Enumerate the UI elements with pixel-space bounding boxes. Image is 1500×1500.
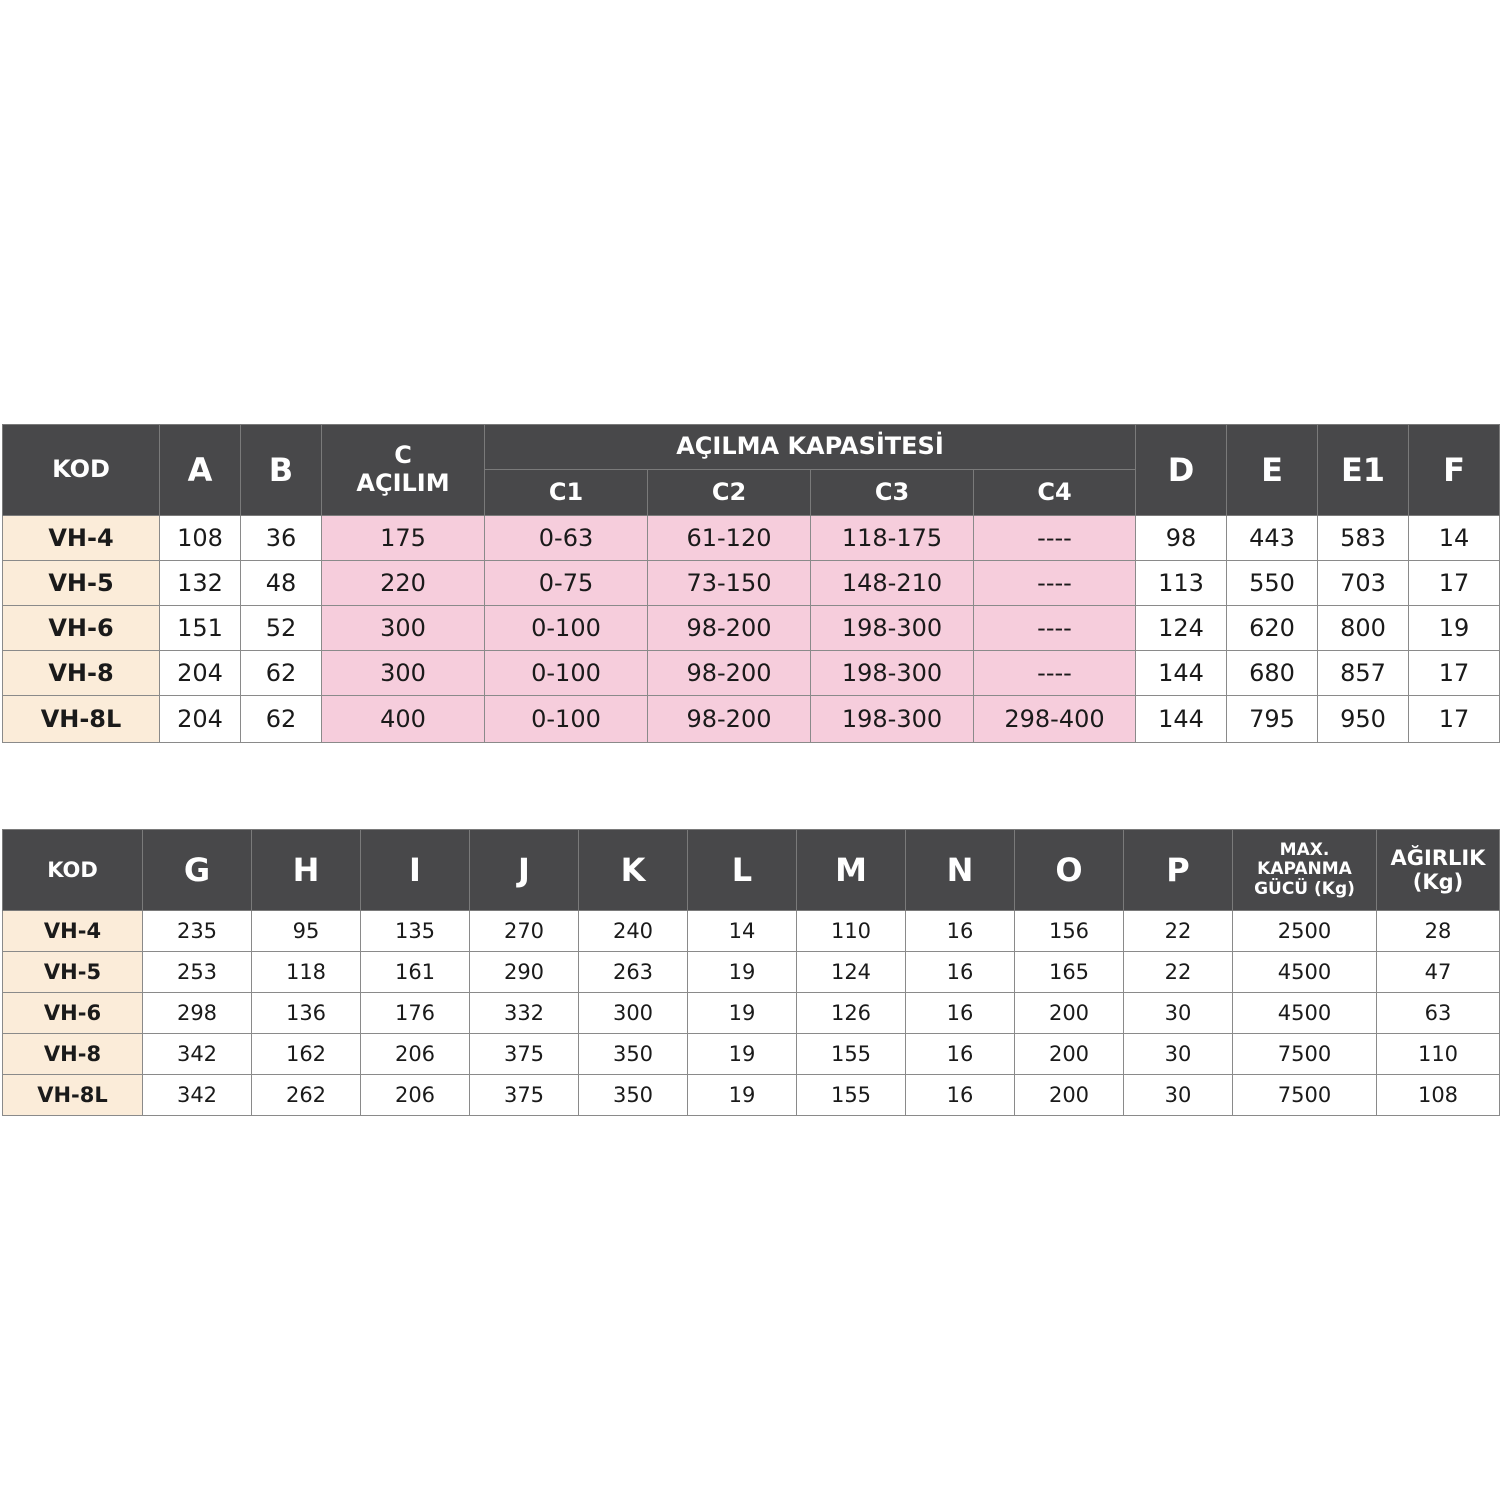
table-cell: 124 [797,952,906,993]
table-cell: 98-200 [648,606,811,651]
table-cell: 47 [1377,952,1500,993]
table-cell: 7500 [1233,1034,1377,1075]
table-cell: 583 [1318,516,1409,561]
table-cell: 118 [252,952,361,993]
model-code-cell: VH-5 [3,561,160,606]
table-cell: 108 [160,516,241,561]
table-cell: 0-75 [485,561,648,606]
table-cell: 342 [143,1075,252,1116]
model-code-cell: VH-4 [3,516,160,561]
table-cell: 156 [1015,911,1124,952]
table-cell: 300 [322,651,485,696]
table-cell: 795 [1227,696,1318,743]
table-cell: 17 [1409,696,1500,743]
table-cell: 98-200 [648,696,811,743]
table-cell: 61-120 [648,516,811,561]
model-code-cell: VH-8L [3,696,160,743]
table-cell: 620 [1227,606,1318,651]
table-cell: 200 [1015,1075,1124,1116]
table-cell: 151 [160,606,241,651]
table-cell: 110 [797,911,906,952]
table-cell: 28 [1377,911,1500,952]
table-row [3,696,1500,743]
header-max-line1: MAX. [1279,839,1330,860]
table-cell: 4500 [1233,952,1377,993]
table-cell: 162 [252,1034,361,1075]
table-cell: 17 [1409,651,1500,696]
table-cell: ---- [974,651,1136,696]
table-cell: 19 [1409,606,1500,651]
table-row [3,561,1500,606]
table-cell: 400 [322,696,485,743]
table-row [3,993,1500,1034]
table-cell: 375 [470,1075,579,1116]
table-cell: 136 [252,993,361,1034]
table-row [3,1034,1500,1075]
table-cell: 298-400 [974,696,1136,743]
table-cell: 62 [241,696,322,743]
header-kod: KOD [3,425,160,516]
header-p: P [1124,830,1233,911]
table-cell: 342 [143,1034,252,1075]
table-cell: 0-100 [485,696,648,743]
table-cell: 443 [1227,516,1318,561]
header-c3: C3 [811,470,974,516]
table-cell: 155 [797,1034,906,1075]
header-f: F [1409,425,1500,516]
table-row [3,606,1500,651]
header-m: M [797,830,906,911]
table-cell: 4500 [1233,993,1377,1034]
table-cell: 98 [1136,516,1227,561]
table-cell: 19 [688,993,797,1034]
specifications-table [2,829,1500,1116]
header-a: A [160,425,241,516]
table-cell: 298 [143,993,252,1034]
table-cell: 62 [241,651,322,696]
table-cell: 17 [1409,561,1500,606]
table-cell: 108 [1377,1075,1500,1116]
dimensions-table-body [3,516,1500,743]
table-cell: 30 [1124,1034,1233,1075]
table-cell: 14 [688,911,797,952]
table-cell: 19 [688,1034,797,1075]
header-n: N [906,830,1015,911]
table-cell: 132 [160,561,241,606]
table-cell: 300 [579,993,688,1034]
table-cell: 118-175 [811,516,974,561]
table-cell: 0-100 [485,651,648,696]
dimensions-table [2,424,1500,743]
table-cell: 206 [361,1034,470,1075]
table-cell: 16 [906,911,1015,952]
table-cell: 30 [1124,993,1233,1034]
table-cell: 680 [1227,651,1318,696]
table-row [3,651,1500,696]
header-c-acilim [322,425,485,516]
table-cell: 144 [1136,651,1227,696]
table-cell: 198-300 [811,651,974,696]
table-cell: 7500 [1233,1075,1377,1116]
table-row [3,1075,1500,1116]
header-d: D [1136,425,1227,516]
table-cell: 800 [1318,606,1409,651]
table-cell: ---- [974,516,1136,561]
header-l: L [688,830,797,911]
table-cell: 135 [361,911,470,952]
table-cell: 200 [1015,993,1124,1034]
table-cell: 198-300 [811,696,974,743]
header-h: H [252,830,361,911]
header-g: G [143,830,252,911]
model-code-cell: VH-6 [3,993,143,1034]
table-row [3,516,1500,561]
header-e1: E1 [1318,425,1409,516]
table-cell: 113 [1136,561,1227,606]
header-max-line3: GÜCÜ (Kg) [1254,878,1355,899]
table-cell: 175 [322,516,485,561]
table-cell: 176 [361,993,470,1034]
table-cell: 155 [797,1075,906,1116]
table-cell: 36 [241,516,322,561]
table-cell: 165 [1015,952,1124,993]
model-code-cell: VH-8 [3,1034,143,1075]
table-cell: 198-300 [811,606,974,651]
table-cell: 2500 [1233,911,1377,952]
table-cell: 857 [1318,651,1409,696]
table-cell: 235 [143,911,252,952]
table-cell: 16 [906,1034,1015,1075]
table-cell: 148-210 [811,561,974,606]
table-cell: 206 [361,1075,470,1116]
table-cell: 204 [160,651,241,696]
table-cell: 48 [241,561,322,606]
header-agirlik-line1: AĞIRLIK [1390,845,1486,870]
header-c-line1: C [394,441,412,470]
header-e: E [1227,425,1318,516]
table-cell: 14 [1409,516,1500,561]
table-cell: 22 [1124,952,1233,993]
header-max-kapanma-gucu [1233,830,1377,911]
table-cell: 30 [1124,1075,1233,1116]
table-cell: ---- [974,606,1136,651]
header-c4: C4 [974,470,1136,516]
table-cell: 240 [579,911,688,952]
table-cell: 16 [906,993,1015,1034]
table-cell: 350 [579,1075,688,1116]
header-agirlik-line2: (Kg) [1412,870,1464,894]
table-cell: 300 [322,606,485,651]
table-cell: 220 [322,561,485,606]
table-row [3,911,1500,952]
table-cell: 204 [160,696,241,743]
table-cell: 19 [688,1075,797,1116]
header-i: I [361,830,470,911]
table-cell: 73-150 [648,561,811,606]
model-code-cell: VH-6 [3,606,160,651]
table-cell: 332 [470,993,579,1034]
header-acilma-kapasitesi: AÇILMA KAPASİTESİ [485,425,1136,470]
header-c-line2: AÇILIM [356,469,450,497]
table-cell: 52 [241,606,322,651]
table-cell: 263 [579,952,688,993]
model-code-cell: VH-5 [3,952,143,993]
table-cell: 375 [470,1034,579,1075]
table-cell: 110 [1377,1034,1500,1075]
table-cell: 253 [143,952,252,993]
model-code-cell: VH-8 [3,651,160,696]
table-cell: 19 [688,952,797,993]
header-agirlik [1377,830,1500,911]
table-cell: 200 [1015,1034,1124,1075]
header-c2: C2 [648,470,811,516]
table-cell: 350 [579,1034,688,1075]
header-j: J [470,830,579,911]
table-cell: 950 [1318,696,1409,743]
table-cell: 161 [361,952,470,993]
table-cell: 270 [470,911,579,952]
header-o: O [1015,830,1124,911]
model-code-cell: VH-8L [3,1075,143,1116]
table-cell: 98-200 [648,651,811,696]
table-cell: 16 [906,1075,1015,1116]
table-cell: ---- [974,561,1136,606]
header-c1: C1 [485,470,648,516]
header-max-line2: KAPANMA [1257,859,1352,880]
table-cell: 703 [1318,561,1409,606]
header-k: K [579,830,688,911]
header-kod: KOD [3,830,143,911]
table-row [3,952,1500,993]
table-cell: 124 [1136,606,1227,651]
table-cell: 63 [1377,993,1500,1034]
table-cell: 95 [252,911,361,952]
model-code-cell: VH-4 [3,911,143,952]
table-cell: 290 [470,952,579,993]
specifications-table-body [3,911,1500,1116]
table-cell: 262 [252,1075,361,1116]
table-cell: 0-100 [485,606,648,651]
table-cell: 0-63 [485,516,648,561]
table-cell: 144 [1136,696,1227,743]
table-cell: 16 [906,952,1015,993]
table-cell: 22 [1124,911,1233,952]
table-cell: 126 [797,993,906,1034]
header-b: B [241,425,322,516]
table-cell: 550 [1227,561,1318,606]
